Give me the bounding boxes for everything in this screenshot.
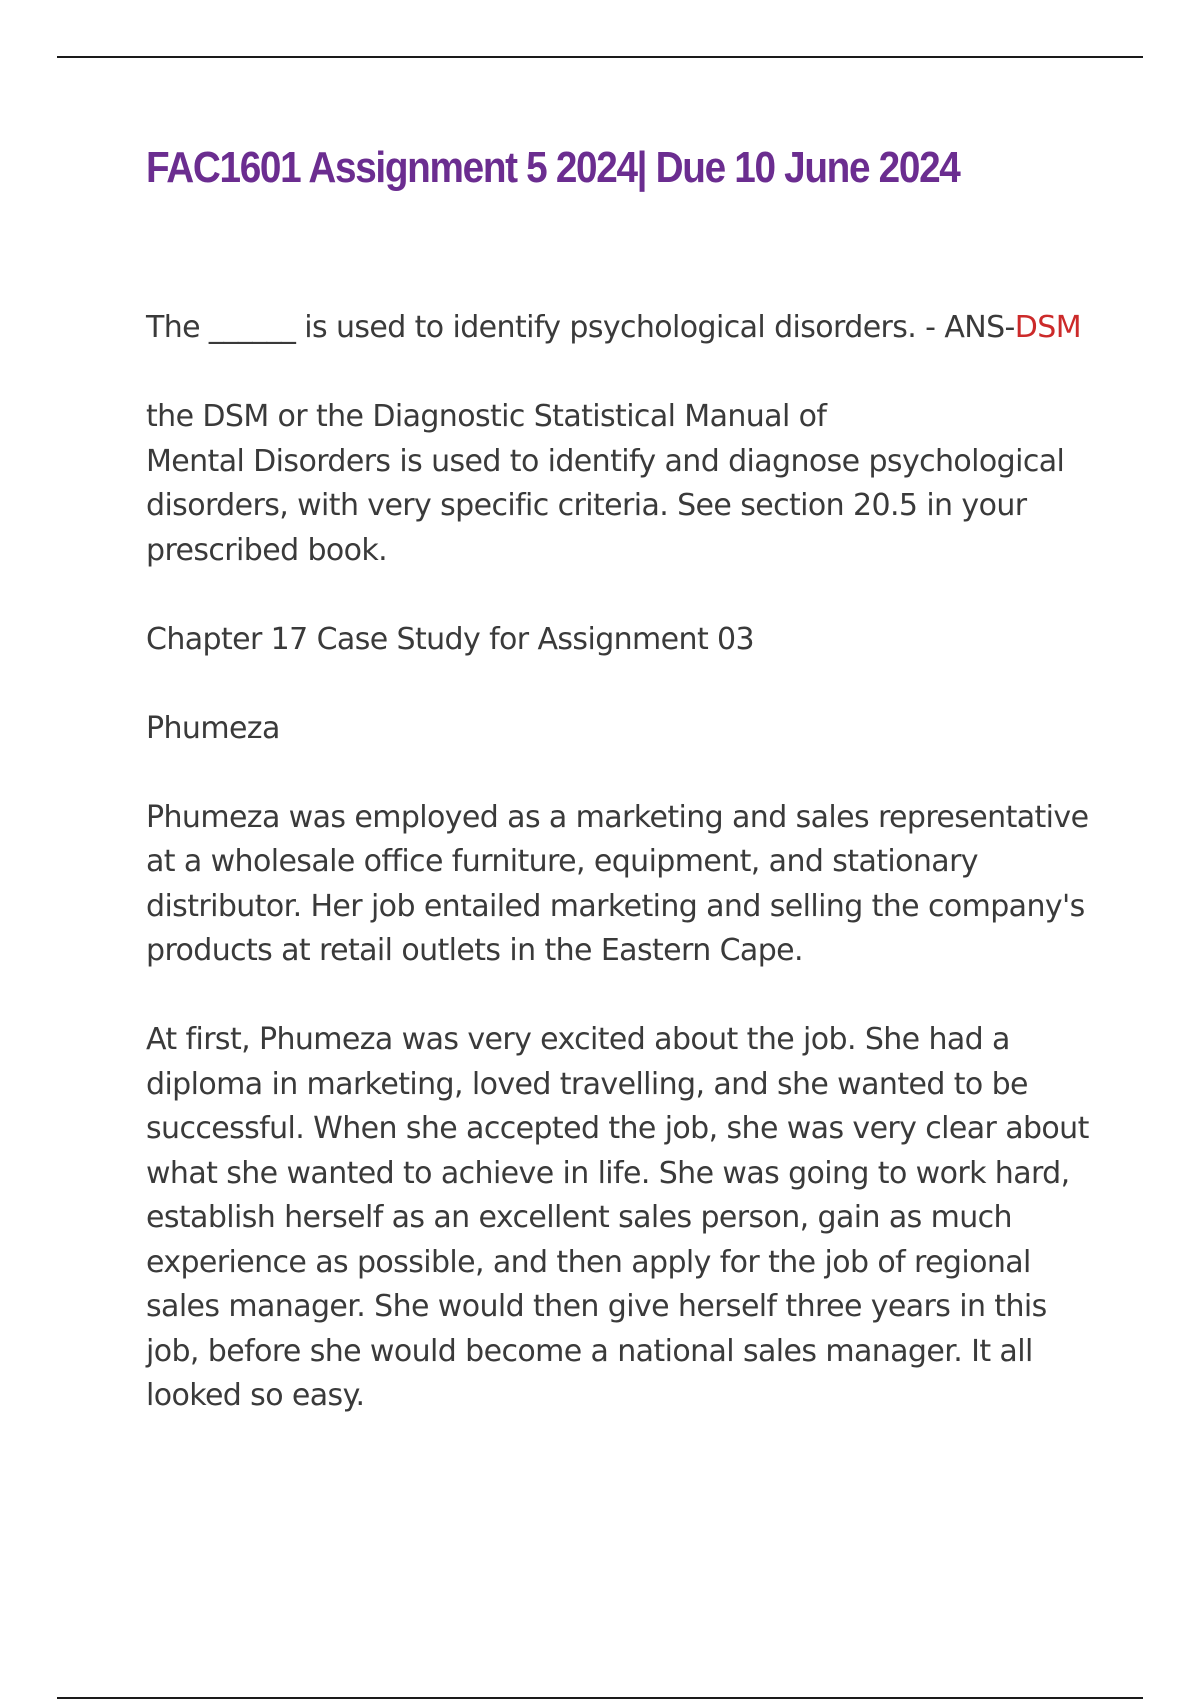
explanation-rest: Mental Disorders is used to identify and diagnose psychological disorders, with very specific criteria. See section 20.5 in your prescribed book.	[146, 443, 1065, 568]
document-body	[146, 306, 1096, 1463]
page-title: FAC1601 Assignment 5 2024| Due 10 June 2024	[146, 143, 960, 192]
case-paragraph-2: At first, Phumeza was very excited about the job. She had a diploma in marketing, loved travelling, and she wanted to be successful. When she accepted the job, she was very clear about what she wanted to achieve in life. She was going to work hard, establish herself as an excellent sales person, gain as much experience as possible, and then apply for the job of regional sales manager. She would then give herself three years in this job, before she would become a national sales manager. It all looked so easy.	[146, 1022, 1089, 1413]
case-paragraph-1: Phumeza was employed as a marketing and sales representative at a wholesale office furniture, equipment, and stationary distributor. Her job entailed marketing and selling the company's products at retail outlets in the Eastern Cape.	[146, 799, 1089, 968]
question-line	[146, 306, 1096, 351]
explanation-line1: the DSM or the Diagnostic Statistical Manual of	[146, 399, 827, 434]
question-prompt: The ______ is used to identify psychological disorders. - ANS-	[146, 310, 1015, 345]
question-answer: DSM	[1014, 310, 1082, 345]
case-name: Phumeza	[146, 710, 280, 746]
explanation-paragraph	[146, 395, 1096, 573]
bottom-divider	[57, 1697, 1143, 1699]
chapter-heading: Chapter 17 Case Study for Assignment 03	[146, 621, 755, 657]
top-divider	[57, 56, 1143, 58]
